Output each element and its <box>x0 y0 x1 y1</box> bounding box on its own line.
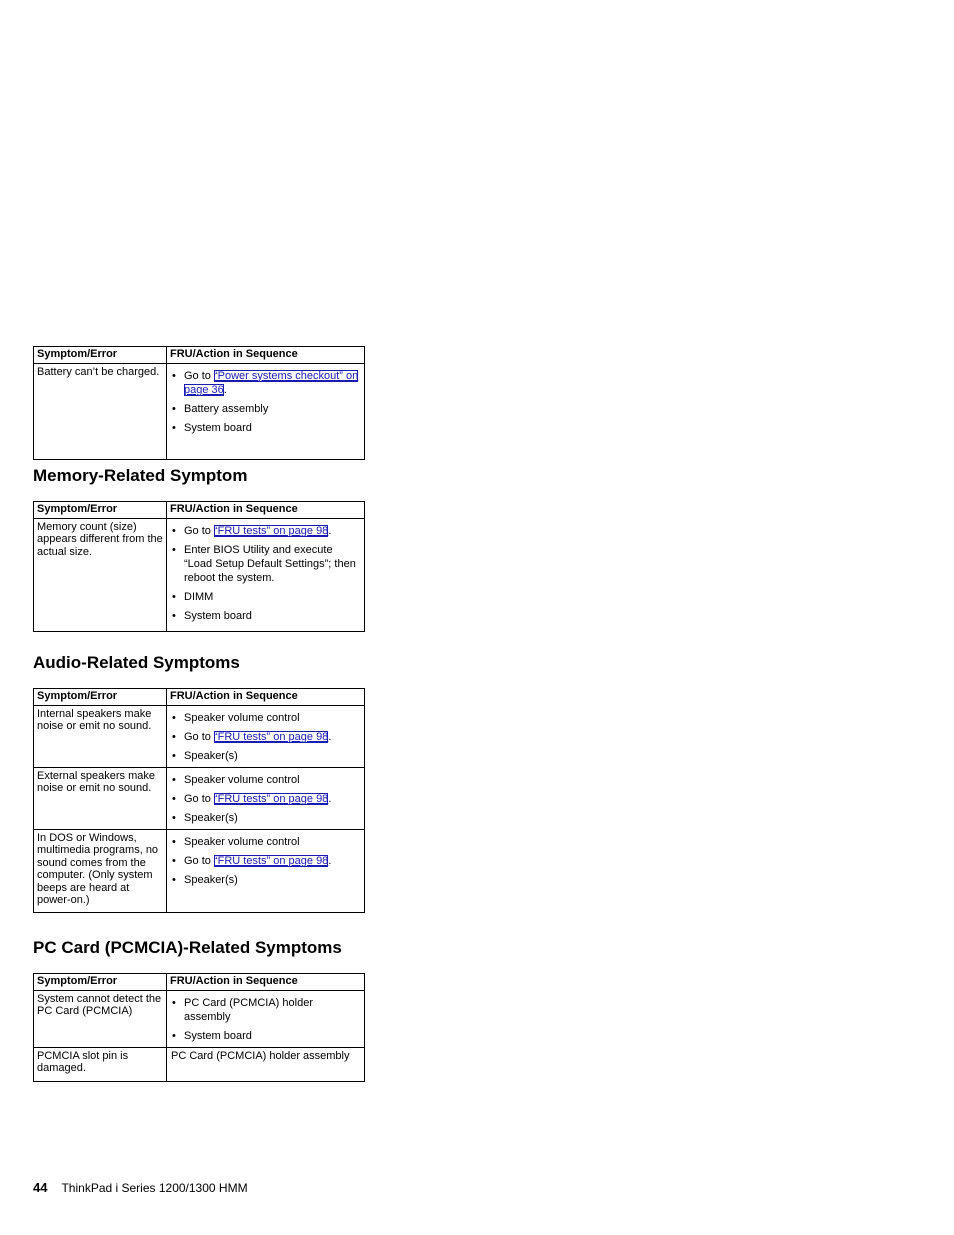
table-row <box>34 705 365 767</box>
page-number: 44 <box>33 1180 48 1195</box>
battery-symptom-table <box>33 346 365 460</box>
list-item: • System board <box>172 421 252 434</box>
table-row <box>34 829 365 912</box>
list-item: • Go to “FRU tests” on page 98. <box>172 854 332 867</box>
symptom-cell: System cannot detect the PC Card (PCMCIA) <box>34 990 167 1047</box>
column-header-action: FRU/Action in Sequence <box>167 974 365 991</box>
list-item: • Speaker(s) <box>172 873 238 886</box>
column-header-action: FRU/Action in Sequence <box>167 502 365 519</box>
list-item: • Speaker volume control <box>172 773 300 786</box>
list-item: • Go to “FRU tests” on page 98. <box>172 730 332 743</box>
list-item: • Speaker(s) <box>172 749 238 762</box>
audio-symptom-table <box>33 688 365 913</box>
table-row <box>34 518 365 631</box>
list-item: • Go to “FRU tests” on page 98. <box>172 792 332 805</box>
memory-symptom-table <box>33 501 365 632</box>
symptom-cell: Internal speakers make noise or emit no sound. <box>34 705 167 767</box>
list-item: • Go to “Power systems checkout” on page 36. <box>172 369 359 396</box>
symptom-cell: PCMCIA slot pin is damaged. <box>34 1047 167 1081</box>
column-header-action: FRU/Action in Sequence <box>167 689 365 706</box>
list-item: • Speaker volume control <box>172 835 300 848</box>
list-item: • Battery assembly <box>172 402 269 415</box>
action-cell <box>167 767 365 829</box>
fru-tests-link[interactable]: “FRU tests” on page 98 <box>213 730 329 743</box>
page-footer <box>33 1180 248 1195</box>
list-item: • Speaker(s) <box>172 811 238 824</box>
symptom-cell: Battery can’t be charged. <box>34 363 167 459</box>
action-cell <box>167 363 365 459</box>
list-item: • PC Card (PCMCIA) holder assembly <box>172 996 313 1023</box>
list-item: • Enter BIOS Utility and execute “Load Setup Default Settings”; then reboot the system. <box>172 543 356 584</box>
symptom-cell: External speakers make noise or emit no sound. <box>34 767 167 829</box>
table-row <box>34 1047 365 1081</box>
list-item: • System board <box>172 609 252 622</box>
action-cell <box>167 829 365 912</box>
audio-section-heading: Audio-Related Symptoms <box>33 653 240 672</box>
list-item: • Speaker volume control <box>172 711 300 724</box>
column-header-symptom: Symptom/Error <box>34 974 167 991</box>
list-item: • System board <box>172 1029 252 1042</box>
action-cell: PC Card (PCMCIA) holder assembly <box>167 1047 365 1081</box>
table-row <box>34 767 365 829</box>
table-row <box>34 363 365 459</box>
action-cell <box>167 705 365 767</box>
action-cell <box>167 990 365 1047</box>
column-header-action: FRU/Action in Sequence <box>167 347 365 364</box>
pcmcia-section-heading: PC Card (PCMCIA)-Related Symptoms <box>33 938 342 957</box>
action-cell <box>167 518 365 631</box>
column-header-symptom: Symptom/Error <box>34 502 167 519</box>
column-header-symptom: Symptom/Error <box>34 689 167 706</box>
document-title: ThinkPad i Series 1200/1300 HMM <box>61 1181 248 1195</box>
list-item: • Go to “FRU tests” on page 98. <box>172 524 332 537</box>
pcmcia-symptom-table <box>33 973 365 1082</box>
power-systems-checkout-link[interactable]: “Power systems checkout” on page 36 <box>184 369 359 396</box>
fru-tests-link[interactable]: “FRU tests” on page 98 <box>213 524 329 537</box>
list-item: • DIMM <box>172 590 214 603</box>
fru-tests-link[interactable]: “FRU tests” on page 98 <box>213 792 329 805</box>
symptom-cell: Memory count (size) appears different from the actual size. <box>34 518 167 631</box>
fru-tests-link[interactable]: “FRU tests” on page 98 <box>213 854 329 867</box>
column-header-symptom: Symptom/Error <box>34 347 167 364</box>
table-row <box>34 990 365 1047</box>
memory-section-heading: Memory-Related Symptom <box>33 466 248 485</box>
symptom-cell: In DOS or Windows, multimedia programs, no sound comes from the computer. (Only system beeps are heard at power-on.) <box>34 829 167 912</box>
